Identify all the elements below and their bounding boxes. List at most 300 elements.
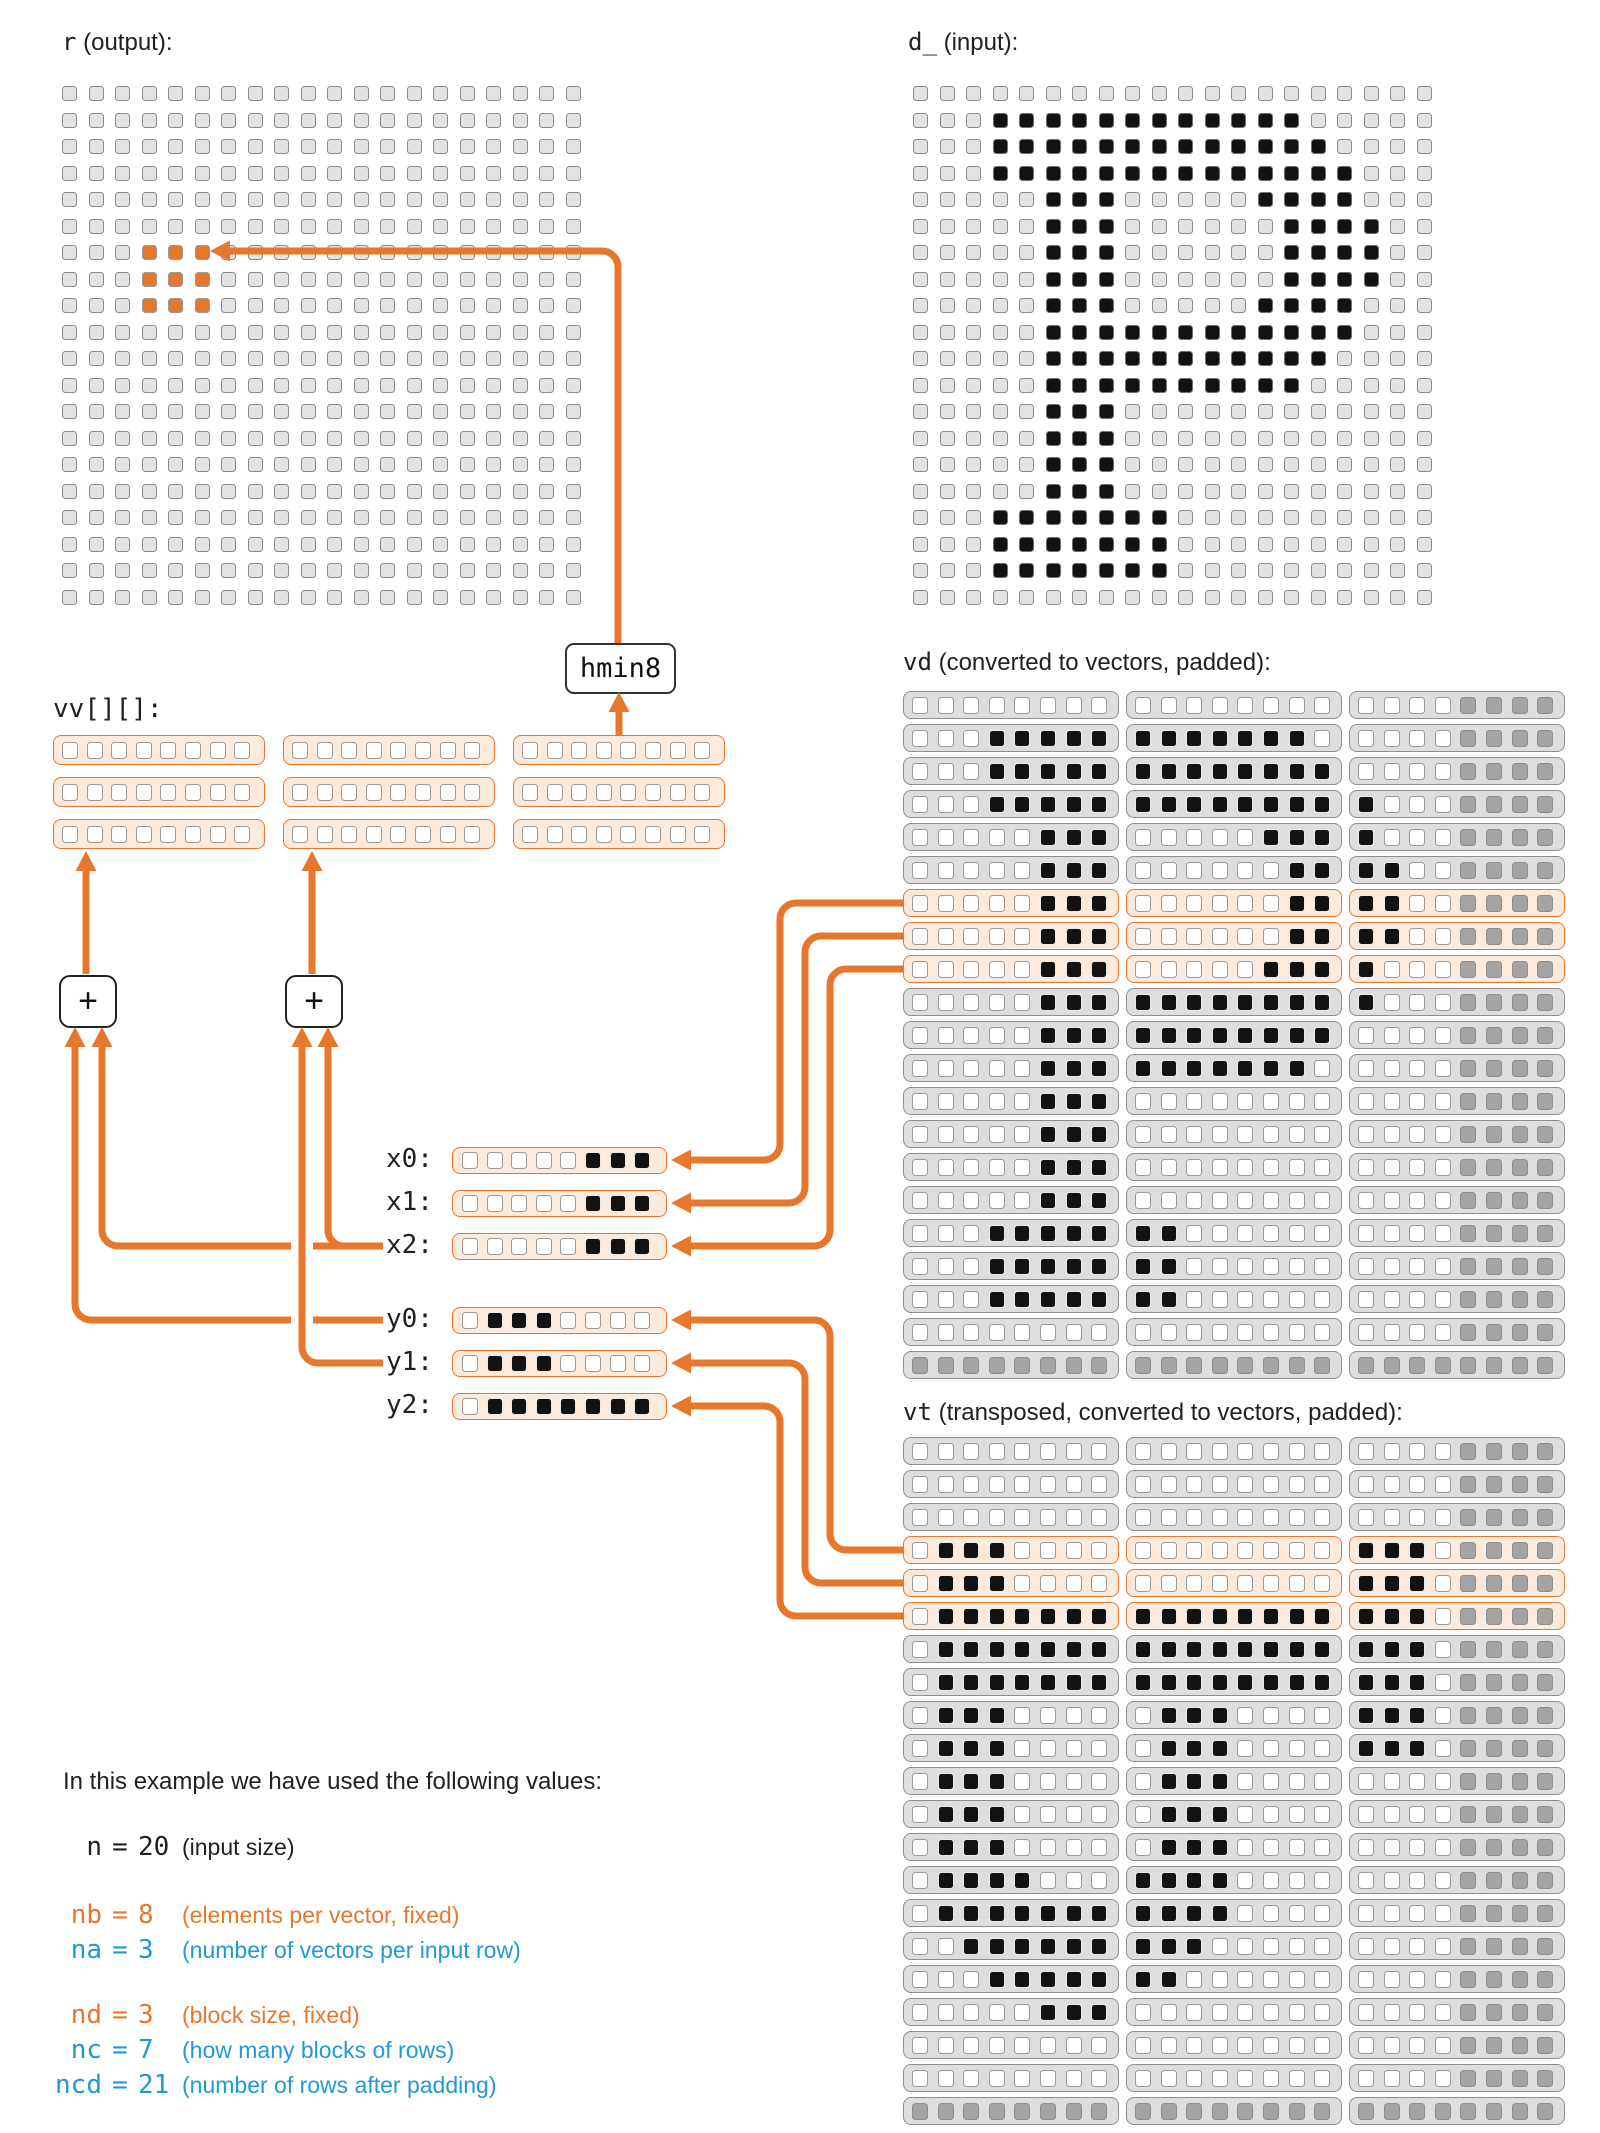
cell-empty [989,1476,1005,1493]
cell-empty [292,826,308,843]
cell-filled [963,1608,979,1625]
cell-filled [1066,1192,1082,1209]
cell-filled [634,1398,650,1415]
cell-filled [1099,298,1114,313]
cell-empty [115,272,130,287]
cell-padding [1537,697,1553,714]
cell-filled [1186,796,1202,813]
cell-empty [433,351,448,366]
cell-empty [1212,1093,1228,1110]
cell-empty [940,590,955,605]
cell-filled [1014,1938,1030,1955]
cell-padding [1358,1357,1374,1374]
cell-empty [1205,590,1220,605]
cell-filled [1135,763,1151,780]
cell-empty [938,1192,954,1209]
cell-padding [1512,895,1528,912]
cell-empty [522,784,538,801]
cell-empty [195,139,210,154]
cell-padding [1460,2070,1476,2087]
cell-filled [1091,862,1107,879]
cell-filled [938,1773,954,1790]
cell-filled [1289,829,1305,846]
cell-empty [1014,1093,1030,1110]
cell-empty [989,1060,1005,1077]
cell-filled [1040,1905,1056,1922]
cell-empty [1390,86,1405,101]
cell-empty [221,272,236,287]
cell-empty [912,1324,928,1341]
cell-empty [301,378,316,393]
cell-padding [1066,2103,1082,2120]
cell-filled [1066,1641,1082,1658]
cell-empty [1289,1839,1305,1856]
cell-empty [1289,1971,1305,1988]
cell-empty [966,139,981,154]
cell-filled [1091,1027,1107,1044]
cell-empty [1135,829,1151,846]
cell-empty [380,245,395,260]
cell-empty [560,1238,576,1255]
cell-empty [1014,1159,1030,1176]
cell-empty [248,510,263,525]
cell-empty [354,537,369,552]
cell-empty [301,139,316,154]
cell-filled [1161,1806,1177,1823]
cell-empty [62,590,77,605]
cell-empty [486,457,501,472]
cell-empty [1409,1291,1425,1308]
cell-padding [1537,961,1553,978]
cell-filled [1237,994,1253,1011]
cell-filled [1311,139,1326,154]
cell-empty [1289,1258,1305,1275]
cell-empty [327,298,342,313]
cell-empty [1314,1938,1330,1955]
cell-empty [912,1542,928,1559]
cell-filled [1161,1971,1177,1988]
cell-empty [221,139,236,154]
cell-empty [380,86,395,101]
cell-padding [1409,2103,1425,2120]
cell-empty [87,742,103,759]
cell-empty [1364,139,1379,154]
cell-filled [1046,219,1061,234]
cell-orange [168,298,183,313]
cell-filled [1019,537,1034,552]
cell-empty [62,166,77,181]
cell-empty [940,219,955,234]
cell-filled [1014,1674,1030,1691]
cell-empty [89,351,104,366]
cell-empty [1231,219,1246,234]
cell-empty [89,86,104,101]
cell-empty [989,961,1005,978]
cell-empty [380,351,395,366]
cell-empty [1390,431,1405,446]
cell-filled [536,1398,552,1415]
cell-empty [566,590,581,605]
vector-box [903,1252,1119,1280]
cell-empty [168,457,183,472]
cell-empty [1384,961,1400,978]
cell-empty [62,742,78,759]
cell-empty [89,563,104,578]
cell-empty [1384,1773,1400,1790]
cell-empty [1178,404,1193,419]
cell-empty [1125,219,1140,234]
cell-filled [1358,1740,1374,1757]
cell-empty [460,166,475,181]
cell-empty [989,1324,1005,1341]
cell-empty [62,563,77,578]
cell-empty [1384,1905,1400,1922]
cell-empty [1237,1324,1253,1341]
cell-empty [1258,563,1273,578]
cell-empty [1186,1509,1202,1526]
cell-empty [1358,1225,1374,1242]
cell-empty [966,325,981,340]
cell-empty [1135,1443,1151,1460]
cell-empty [1014,862,1030,879]
cell-empty [1337,563,1352,578]
arrowhead-vt-row4-to-y0 [671,1310,691,1331]
cell-empty [966,272,981,287]
cell-empty [1046,590,1061,605]
cell-empty [566,404,581,419]
cell-padding [1512,1542,1528,1559]
cell-empty [1178,431,1193,446]
cell-empty [966,113,981,128]
cell-empty [1066,1443,1082,1460]
cell-empty [539,590,554,605]
cell-empty [938,2004,954,2021]
cell-empty [195,192,210,207]
cell-empty [912,2004,928,2021]
cell-filled [1135,1608,1151,1625]
cell-empty [1014,928,1030,945]
cell-empty [168,484,183,499]
cell-empty [912,1509,928,1526]
vector-box [1349,724,1565,752]
cell-empty [938,730,954,747]
cell-padding [1537,1641,1553,1658]
cell-empty [1435,1905,1451,1922]
cell-empty [1311,484,1326,499]
arrowhead-vv-to-hmin8 [609,692,630,712]
cell-empty [1435,1126,1451,1143]
cell-padding [1486,1509,1502,1526]
cell-empty [1161,1093,1177,1110]
cell-empty [1237,1542,1253,1559]
cell-empty [62,325,77,340]
cell-padding [1460,994,1476,1011]
cell-empty [1014,1575,1030,1592]
cell-empty [486,139,501,154]
cell-empty [1066,1740,1082,1757]
cell-filled [1066,1093,1082,1110]
vector-box [1126,1668,1342,1696]
cell-empty [940,298,955,313]
cell-filled [1099,272,1114,287]
cell-empty [963,1159,979,1176]
cell-filled [963,1674,979,1691]
cell-empty [1435,796,1451,813]
cell-empty [1231,563,1246,578]
cell-empty [1311,457,1326,472]
vector-box [1126,1569,1342,1597]
arrowhead-vt-row6-to-y2 [671,1396,691,1417]
cell-empty [993,484,1008,499]
cell-padding [1460,1060,1476,1077]
vector-box [1126,2031,1342,2059]
cell-empty [62,113,77,128]
cell-empty [486,166,501,181]
cell-filled [1040,1126,1056,1143]
cell-empty [89,457,104,472]
cell-padding [1460,928,1476,945]
cell-empty [486,510,501,525]
cell-empty [1358,1291,1374,1308]
cell-empty [1364,192,1379,207]
cell-empty [274,351,289,366]
cell-empty [1435,1575,1451,1592]
cell-empty [1263,1971,1279,1988]
cell-empty [234,742,250,759]
cell-empty [1384,1027,1400,1044]
cell-empty [547,826,563,843]
cell-empty [433,166,448,181]
cell-empty [912,1608,928,1625]
cell-empty [195,166,210,181]
cell-filled [1161,796,1177,813]
cell-empty [1231,457,1246,472]
cell-filled [1161,730,1177,747]
cell-empty [571,784,587,801]
cell-empty [993,590,1008,605]
cell-empty [1409,1476,1425,1493]
cell-filled [1358,994,1374,1011]
cell-empty [560,1355,576,1372]
cell-empty [433,139,448,154]
cell-padding [1486,1839,1502,1856]
cell-empty [1135,1476,1151,1493]
cell-empty [966,351,981,366]
cell-filled [1161,1060,1177,1077]
cell-filled [1072,537,1087,552]
vector-box [903,1701,1119,1729]
cell-empty [115,404,130,419]
cell-empty [1178,457,1193,472]
cell-filled [1046,563,1061,578]
cell-filled [1161,1608,1177,1625]
cell-empty [1417,431,1432,446]
cell-filled [1284,113,1299,128]
cell-empty [1212,1324,1228,1341]
cell-empty [1314,1839,1330,1856]
cell-padding [1486,697,1502,714]
cell-empty [1237,895,1253,912]
cell-filled [1046,378,1061,393]
cell-filled [560,1398,576,1415]
cell-empty [1289,1905,1305,1922]
cell-filled [1072,510,1087,525]
cell-empty [433,245,448,260]
cell-empty [1212,1542,1228,1559]
cell-empty [912,1740,928,1757]
cell-empty [913,272,928,287]
cell-empty [1314,1126,1330,1143]
cell-empty [1284,404,1299,419]
cell-empty [274,563,289,578]
cell-empty [585,1355,601,1372]
cell-empty [1417,139,1432,154]
cell-empty [1152,590,1167,605]
cell-empty [195,431,210,446]
cell-empty [940,563,955,578]
cell-empty [274,166,289,181]
cell-empty [1284,457,1299,472]
cell-filled [989,1872,1005,1889]
cell-empty [1384,1159,1400,1176]
cell-empty [433,510,448,525]
vector-box [1349,1635,1565,1663]
cell-empty [433,484,448,499]
vector-box [903,1536,1119,1564]
cell-empty [912,1674,928,1691]
cell-empty [938,1126,954,1143]
cell-empty [1212,895,1228,912]
cell-empty [1289,2070,1305,2087]
vector-box [1349,1470,1565,1498]
cell-filled [1263,730,1279,747]
cell-empty [938,1258,954,1275]
cell-empty [1289,697,1305,714]
cell-filled [1237,1674,1253,1691]
cell-filled [1358,928,1374,945]
cell-empty [938,1225,954,1242]
cell-filled [1311,219,1326,234]
cell-empty [912,1192,928,1209]
cell-empty [221,192,236,207]
cell-empty [913,590,928,605]
cell-empty [1289,1575,1305,1592]
cell-empty [536,1152,552,1169]
cell-empty [1014,829,1030,846]
cell-empty [301,563,316,578]
cell-empty [1014,697,1030,714]
cell-empty [248,325,263,340]
cell-empty [1311,431,1326,446]
cell-filled [1284,272,1299,287]
cell-empty [1231,590,1246,605]
cell-empty [1014,1060,1030,1077]
cell-empty [1417,325,1432,340]
cell-empty [142,431,157,446]
cell-empty [1337,404,1352,419]
cell-filled [1161,1225,1177,1242]
cell-empty [462,1238,478,1255]
vector-label-x0: x0: [386,1144,433,1174]
cell-empty [1186,961,1202,978]
cell-empty [1289,1938,1305,1955]
cell-filled [536,1355,552,1372]
cell-empty [963,961,979,978]
cell-filled [963,1905,979,1922]
cell-empty [1186,1159,1202,1176]
cell-filled [1161,1674,1177,1691]
cell-filled [511,1398,527,1415]
cell-filled [1231,378,1246,393]
cell-empty [1435,1872,1451,1889]
cell-empty [1417,590,1432,605]
cell-empty [136,826,152,843]
cell-filled [1125,113,1140,128]
vector-box [1126,1767,1342,1795]
cell-empty [380,590,395,605]
vector-box [1126,2064,1342,2092]
cell-empty [539,404,554,419]
cell-empty [1066,1773,1082,1790]
cell-empty [1231,510,1246,525]
cell-filled [1099,139,1114,154]
cell-padding [1512,1641,1528,1658]
cell-filled [1358,1674,1374,1691]
cell-filled [1072,166,1087,181]
cell-padding [1486,1093,1502,1110]
cell-padding [1537,2004,1553,2021]
cell-empty [694,742,710,759]
cell-filled [1135,1225,1151,1242]
cell-filled [1161,1773,1177,1790]
cell-filled [610,1398,626,1415]
cell-empty [966,166,981,181]
cell-empty [513,431,528,446]
vector-box [513,819,725,849]
cell-filled [1364,245,1379,260]
cell-padding [1512,763,1528,780]
cell-empty [912,697,928,714]
cell-empty [1161,1192,1177,1209]
cell-empty [380,298,395,313]
cell-empty [390,784,406,801]
cell-empty [913,325,928,340]
vector-box [1126,1120,1342,1148]
cell-empty [1263,1476,1279,1493]
cell-filled [1046,537,1061,552]
cell-empty [115,431,130,446]
cell-empty [1364,166,1379,181]
cell-filled [1091,763,1107,780]
cell-empty [1237,1509,1253,1526]
cell-filled [993,113,1008,128]
cell-empty [460,590,475,605]
vector-box [903,1635,1119,1663]
cell-filled [1337,298,1352,313]
cell-empty [327,86,342,101]
cell-empty [301,192,316,207]
cell-filled [1314,829,1330,846]
cell-filled [1014,763,1030,780]
cell-padding [1486,1872,1502,1889]
cell-empty [142,510,157,525]
cell-empty [1019,86,1034,101]
cell-padding [1460,730,1476,747]
cell-empty [1358,1872,1374,1889]
cell-empty [993,325,1008,340]
cell-filled [1066,730,1082,747]
cell-filled [1046,139,1061,154]
